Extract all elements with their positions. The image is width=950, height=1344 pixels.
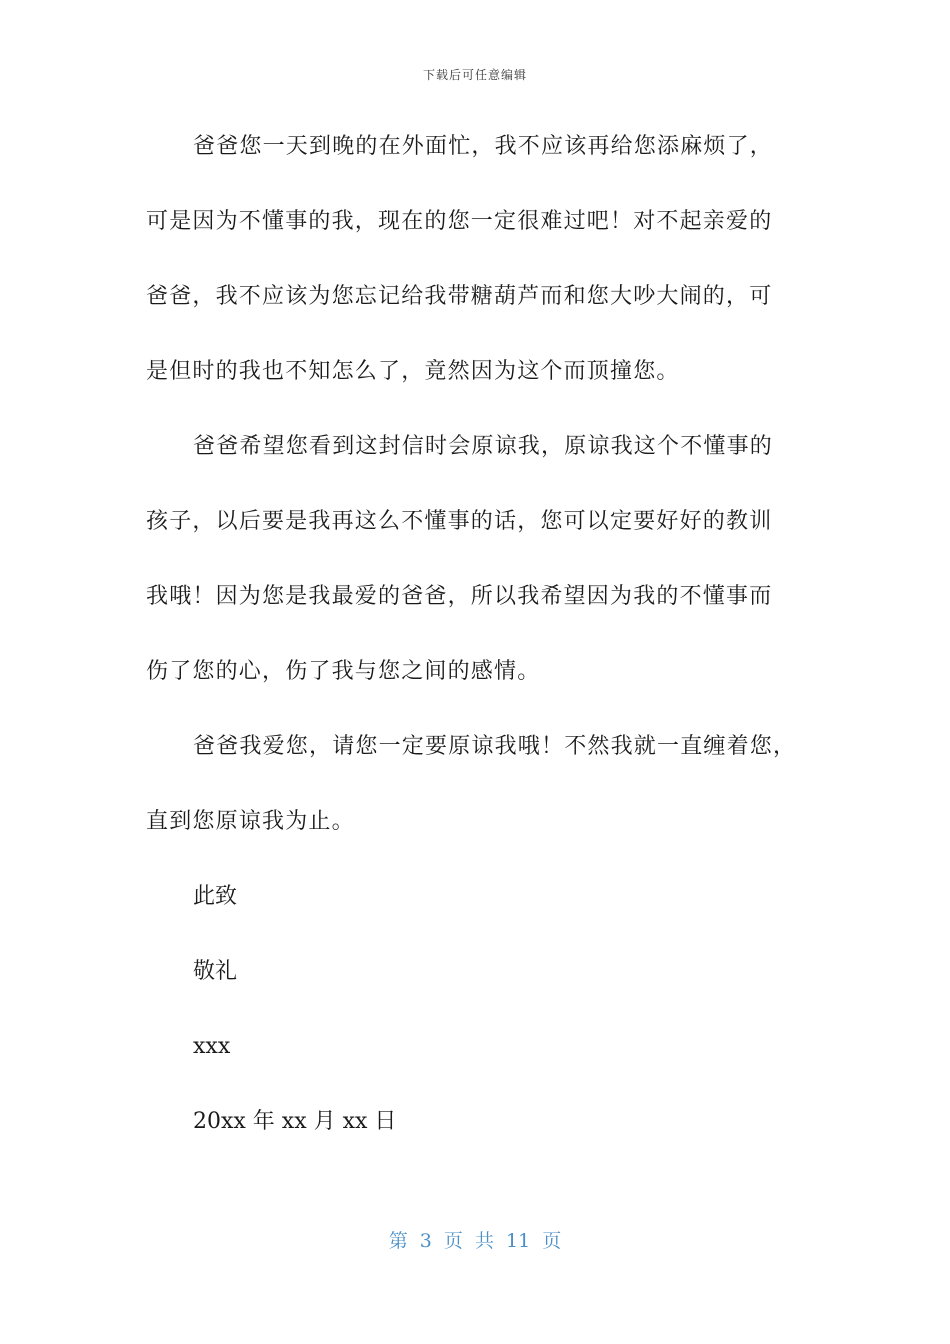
signature: xxx <box>193 1034 231 1059</box>
letter-date: 20xx 年 xx 月 xx 日 <box>193 1109 397 1134</box>
paragraph-line: 爸爸希望您看到这封信时会原谅我，原谅我这个不懂事的 <box>193 434 774 459</box>
paragraph-line: 我哦！因为您是我最爱的爸爸，所以我希望因为我的不懂事而 <box>146 584 773 609</box>
paragraph-line: 爸爸我爱您，请您一定要原谅我哦！不然我就一直缠着您， <box>193 734 797 759</box>
page-header: 下载后可任意编辑 <box>422 68 527 82</box>
closing-salutation: 此致 <box>193 884 238 909</box>
paragraph-line: 可是因为不懂事的我，现在的您一定很难过吧！对不起亲爱的 <box>146 209 773 234</box>
paragraph-line: 爸爸您一天到晚的在外面忙，我不应该再给您添麻烦了， <box>193 134 774 159</box>
paragraph-line: 是但时的我也不知怎么了，竟然因为这个而顶撞您。 <box>146 359 680 384</box>
page-indicator: 第 3 页 共 11 页 <box>388 1230 562 1252</box>
paragraph-line: 直到您原谅我为止。 <box>146 809 355 834</box>
letter-body <box>146 130 826 1180</box>
paragraph-line: 孩子，以后要是我再这么不懂事的话，您可以定要好好的教训 <box>146 509 773 534</box>
paragraph-line: 爸爸，我不应该为您忘记给我带糖葫芦而和您大吵大闹的，可 <box>146 284 773 309</box>
paragraph-line: 伤了您的心，伤了我与您之间的感情。 <box>146 659 541 684</box>
closing-regards: 敬礼 <box>193 959 238 984</box>
